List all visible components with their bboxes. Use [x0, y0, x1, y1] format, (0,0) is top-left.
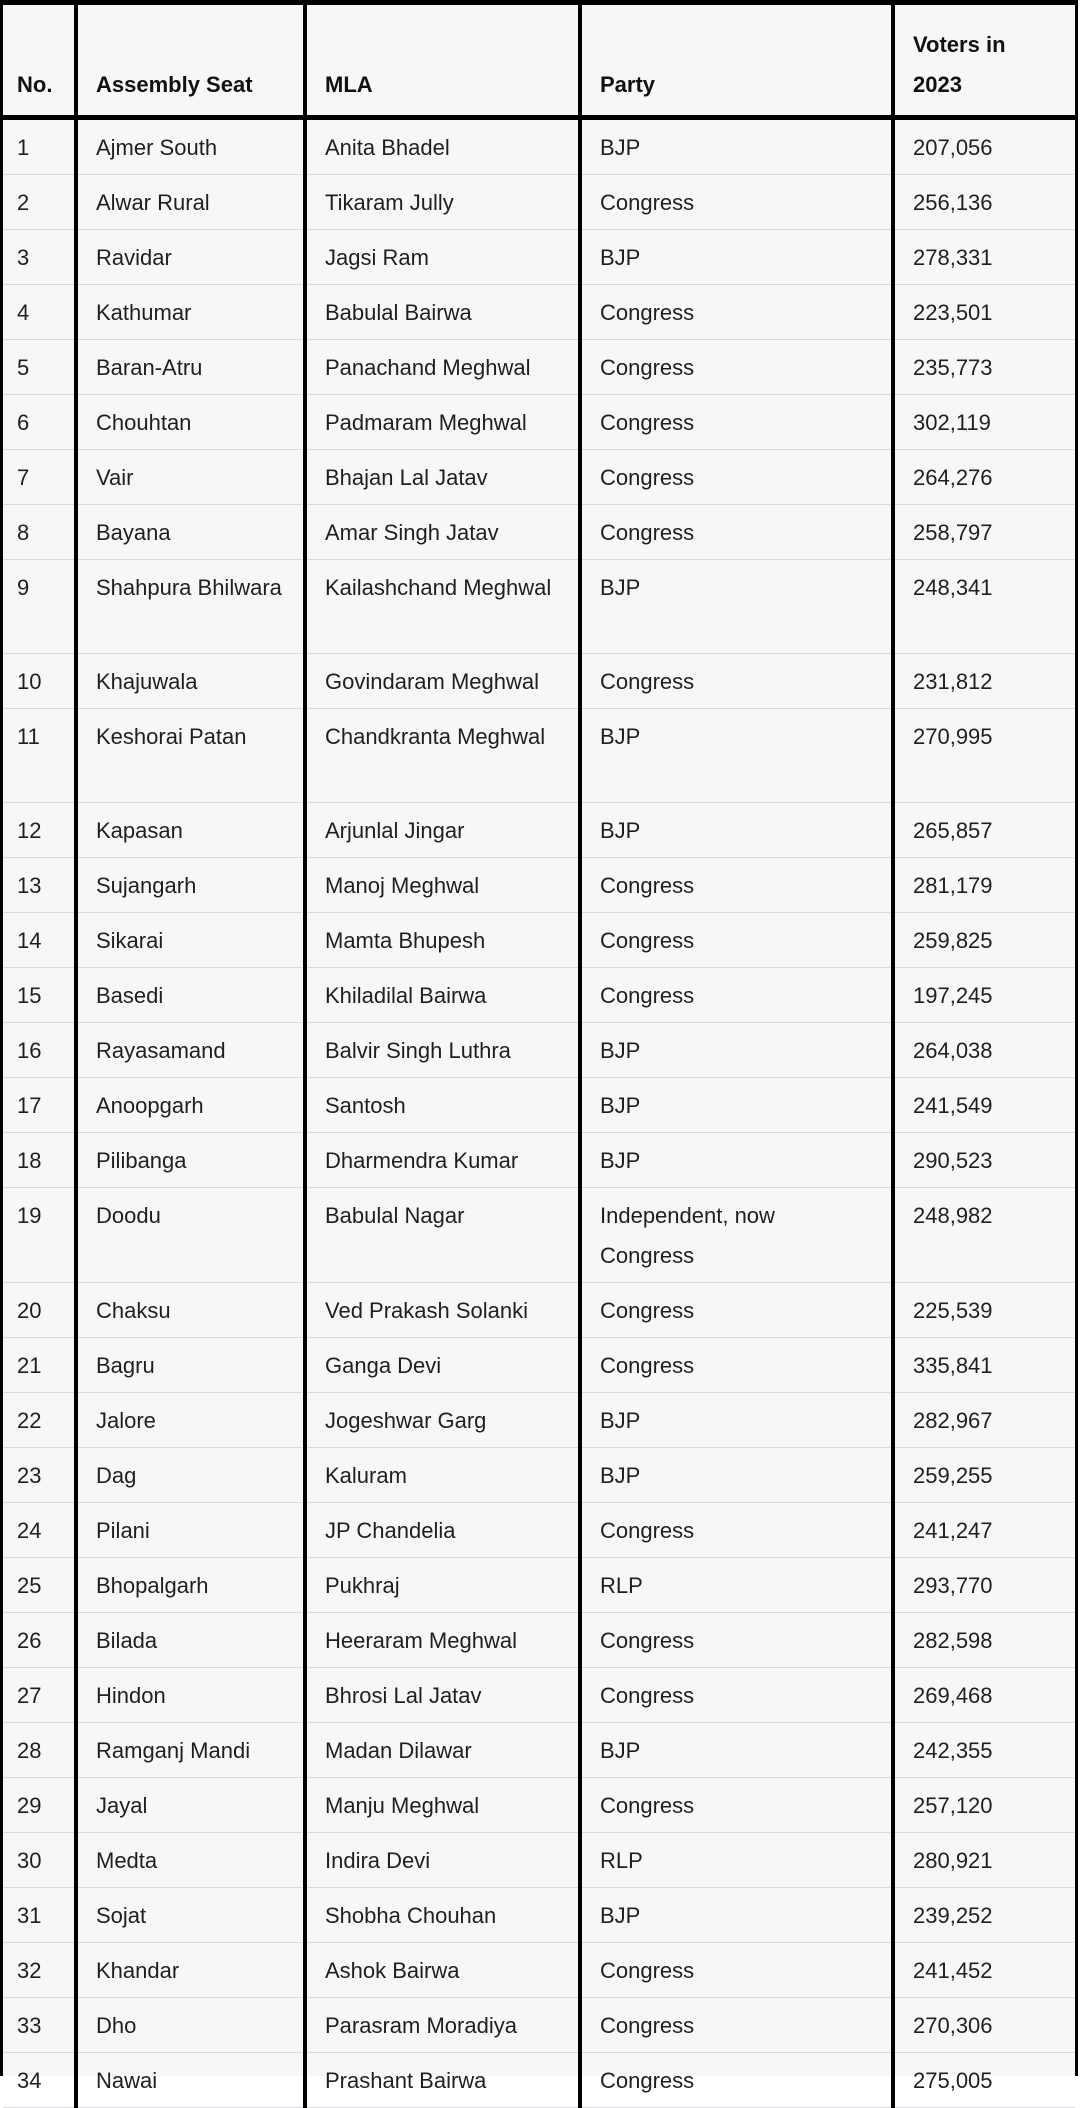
cell-party: Congress	[580, 395, 893, 450]
cell-no: 11	[3, 709, 76, 803]
cell-voters: 235,773	[893, 340, 1075, 395]
cell-mla: Babulal Bairwa	[305, 285, 580, 340]
cell-assembly-seat: Chaksu	[76, 1283, 305, 1338]
cell-voters: 248,982	[893, 1188, 1075, 1283]
cell-no: 10	[3, 654, 76, 709]
table-row	[3, 1833, 1075, 1888]
cell-voters: 239,252	[893, 1888, 1075, 1943]
table-row	[3, 1668, 1075, 1723]
cell-mla: Manju Meghwal	[305, 1778, 580, 1833]
cell-voters: 264,038	[893, 1023, 1075, 1078]
cell-mla: Ved Prakash Solanki	[305, 1283, 580, 1338]
cell-voters: 275,005	[893, 2053, 1075, 2108]
cell-mla: Manoj Meghwal	[305, 858, 580, 913]
cell-mla: Dharmendra Kumar	[305, 1133, 580, 1188]
table-row	[3, 1723, 1075, 1778]
cell-party: BJP	[580, 803, 893, 858]
cell-party: Congress	[580, 1503, 893, 1558]
cell-assembly-seat: Dho	[76, 1998, 305, 2053]
cell-no: 6	[3, 395, 76, 450]
cell-party: Congress	[580, 1668, 893, 1723]
cell-mla: Indira Devi	[305, 1833, 580, 1888]
table-row	[3, 560, 1075, 654]
table-row	[3, 803, 1075, 858]
cell-no: 34	[3, 2053, 76, 2108]
cell-no: 13	[3, 858, 76, 913]
cell-voters: 197,245	[893, 968, 1075, 1023]
table-header	[3, 5, 1075, 118]
table-row	[3, 285, 1075, 340]
cell-no: 2	[3, 175, 76, 230]
cell-mla: Shobha Chouhan	[305, 1888, 580, 1943]
header-mla: MLA	[305, 5, 580, 118]
cell-no: 4	[3, 285, 76, 340]
cell-assembly-seat: Chouhtan	[76, 395, 305, 450]
table-row	[3, 858, 1075, 913]
cell-voters: 259,825	[893, 913, 1075, 968]
cell-no: 1	[3, 118, 76, 175]
table-row	[3, 2053, 1075, 2108]
cell-party: Congress	[580, 968, 893, 1023]
cell-mla: Babulal Nagar	[305, 1188, 580, 1283]
cell-voters: 231,812	[893, 654, 1075, 709]
cell-voters: 258,797	[893, 505, 1075, 560]
cell-voters: 242,355	[893, 1723, 1075, 1778]
cell-assembly-seat: Shahpura Bhilwara	[76, 560, 305, 654]
cell-party: BJP	[580, 560, 893, 654]
table-row	[3, 450, 1075, 505]
cell-party: Congress	[580, 1778, 893, 1833]
cell-assembly-seat: Medta	[76, 1833, 305, 1888]
cell-no: 23	[3, 1448, 76, 1503]
cell-party: Congress	[580, 1943, 893, 1998]
table-row	[3, 230, 1075, 285]
cell-no: 25	[3, 1558, 76, 1613]
table-row	[3, 175, 1075, 230]
cell-voters: 282,598	[893, 1613, 1075, 1668]
cell-no: 33	[3, 1998, 76, 2053]
cell-party: Congress	[580, 175, 893, 230]
cell-voters: 225,539	[893, 1283, 1075, 1338]
table-row	[3, 1503, 1075, 1558]
cell-party: BJP	[580, 230, 893, 285]
cell-party: Congress	[580, 450, 893, 505]
cell-no: 9	[3, 560, 76, 654]
cell-assembly-seat: Pilibanga	[76, 1133, 305, 1188]
cell-voters: 269,468	[893, 1668, 1075, 1723]
cell-party: Congress	[580, 1998, 893, 2053]
cell-party: Congress	[580, 913, 893, 968]
cell-no: 15	[3, 968, 76, 1023]
cell-voters: 241,549	[893, 1078, 1075, 1133]
cell-party: BJP	[580, 1078, 893, 1133]
header-no: No.	[3, 5, 76, 118]
cell-party: BJP	[580, 1723, 893, 1778]
cell-assembly-seat: Khajuwala	[76, 654, 305, 709]
cell-voters: 335,841	[893, 1338, 1075, 1393]
cell-assembly-seat: Kathumar	[76, 285, 305, 340]
cell-party: Congress	[580, 1283, 893, 1338]
cell-mla: Mamta Bhupesh	[305, 913, 580, 968]
cell-no: 12	[3, 803, 76, 858]
cell-mla: Parasram Moradiya	[305, 1998, 580, 2053]
cell-mla: Govindaram Meghwal	[305, 654, 580, 709]
cell-mla: Prashant Bairwa	[305, 2053, 580, 2108]
cell-party: BJP	[580, 1888, 893, 1943]
cell-voters: 270,306	[893, 1998, 1075, 2053]
cell-assembly-seat: Sojat	[76, 1888, 305, 1943]
cell-mla: Balvir Singh Luthra	[305, 1023, 580, 1078]
cell-mla: Kaluram	[305, 1448, 580, 1503]
cell-no: 27	[3, 1668, 76, 1723]
cell-party: BJP	[580, 1393, 893, 1448]
cell-mla: Pukhraj	[305, 1558, 580, 1613]
table-row	[3, 1078, 1075, 1133]
cell-assembly-seat: Alwar Rural	[76, 175, 305, 230]
cell-mla: Khiladilal Bairwa	[305, 968, 580, 1023]
cell-assembly-seat: Basedi	[76, 968, 305, 1023]
table-row	[3, 1338, 1075, 1393]
table-row	[3, 1133, 1075, 1188]
cell-voters: 259,255	[893, 1448, 1075, 1503]
cell-voters: 241,247	[893, 1503, 1075, 1558]
table-row	[3, 1998, 1075, 2053]
table-row	[3, 709, 1075, 803]
cell-assembly-seat: Jalore	[76, 1393, 305, 1448]
cell-voters: 281,179	[893, 858, 1075, 913]
cell-party: BJP	[580, 1133, 893, 1188]
table-row	[3, 968, 1075, 1023]
cell-no: 5	[3, 340, 76, 395]
cell-assembly-seat: Bhopalgarh	[76, 1558, 305, 1613]
cell-mla: Madan Dilawar	[305, 1723, 580, 1778]
cell-voters: 241,452	[893, 1943, 1075, 1998]
cell-party: Congress	[580, 340, 893, 395]
cell-no: 32	[3, 1943, 76, 1998]
cell-assembly-seat: Nawai	[76, 2053, 305, 2108]
cell-party: Congress	[580, 654, 893, 709]
cell-no: 20	[3, 1283, 76, 1338]
cell-no: 8	[3, 505, 76, 560]
cell-party: BJP	[580, 118, 893, 175]
cell-no: 31	[3, 1888, 76, 1943]
table-body	[3, 118, 1075, 2108]
cell-party: RLP	[580, 1833, 893, 1888]
cell-voters: 223,501	[893, 285, 1075, 340]
cell-mla: Arjunlal Jingar	[305, 803, 580, 858]
header-voters: Voters in 2023	[893, 5, 1075, 118]
cell-voters: 282,967	[893, 1393, 1075, 1448]
cell-party: Congress	[580, 1613, 893, 1668]
cell-party: BJP	[580, 1023, 893, 1078]
table-row	[3, 395, 1075, 450]
table-row	[3, 1393, 1075, 1448]
cell-voters: 264,276	[893, 450, 1075, 505]
table-row	[3, 1448, 1075, 1503]
cell-no: 22	[3, 1393, 76, 1448]
cell-mla: JP Chandelia	[305, 1503, 580, 1558]
cell-party: Congress	[580, 1338, 893, 1393]
cell-mla: Panachand Meghwal	[305, 340, 580, 395]
table-row	[3, 505, 1075, 560]
cell-no: 28	[3, 1723, 76, 1778]
cell-mla: Santosh	[305, 1078, 580, 1133]
cell-no: 16	[3, 1023, 76, 1078]
cell-voters: 207,056	[893, 118, 1075, 175]
cell-assembly-seat: Rayasamand	[76, 1023, 305, 1078]
cell-assembly-seat: Vair	[76, 450, 305, 505]
table-row	[3, 1613, 1075, 1668]
cell-no: 17	[3, 1078, 76, 1133]
cell-party: BJP	[580, 1448, 893, 1503]
cell-assembly-seat: Dag	[76, 1448, 305, 1503]
cell-party: Congress	[580, 285, 893, 340]
cell-voters: 248,341	[893, 560, 1075, 654]
cell-no: 26	[3, 1613, 76, 1668]
cell-mla: Ganga Devi	[305, 1338, 580, 1393]
cell-assembly-seat: Doodu	[76, 1188, 305, 1283]
cell-mla: Jogeshwar Garg	[305, 1393, 580, 1448]
cell-mla: Jagsi Ram	[305, 230, 580, 285]
cell-assembly-seat: Anoopgarh	[76, 1078, 305, 1133]
cell-mla: Heeraram Meghwal	[305, 1613, 580, 1668]
cell-party: Congress	[580, 505, 893, 560]
cell-mla: Anita Bhadel	[305, 118, 580, 175]
cell-assembly-seat: Jayal	[76, 1778, 305, 1833]
table-row	[3, 118, 1075, 175]
cell-mla: Bhrosi Lal Jatav	[305, 1668, 580, 1723]
cell-assembly-seat: Bayana	[76, 505, 305, 560]
cell-assembly-seat: Baran-Atru	[76, 340, 305, 395]
cell-assembly-seat: Bilada	[76, 1613, 305, 1668]
cell-party: RLP	[580, 1558, 893, 1613]
cell-mla: Padmaram Meghwal	[305, 395, 580, 450]
cell-voters: 257,120	[893, 1778, 1075, 1833]
cell-no: 30	[3, 1833, 76, 1888]
cell-no: 29	[3, 1778, 76, 1833]
table-row	[3, 654, 1075, 709]
cell-voters: 302,119	[893, 395, 1075, 450]
cell-no: 18	[3, 1133, 76, 1188]
cell-no: 21	[3, 1338, 76, 1393]
cell-party: Independent, now Congress	[580, 1188, 893, 1283]
cell-mla: Tikaram Jully	[305, 175, 580, 230]
cell-mla: Amar Singh Jatav	[305, 505, 580, 560]
cell-assembly-seat: Ramganj Mandi	[76, 1723, 305, 1778]
cell-assembly-seat: Ravidar	[76, 230, 305, 285]
cell-assembly-seat: Sujangarh	[76, 858, 305, 913]
cell-no: 19	[3, 1188, 76, 1283]
cell-voters: 265,857	[893, 803, 1075, 858]
cell-no: 7	[3, 450, 76, 505]
table-row	[3, 1023, 1075, 1078]
header-row	[3, 5, 1075, 118]
cell-party: BJP	[580, 709, 893, 803]
cell-assembly-seat: Pilani	[76, 1503, 305, 1558]
cell-no: 24	[3, 1503, 76, 1558]
cell-assembly-seat: Keshorai Patan	[76, 709, 305, 803]
table-row	[3, 1558, 1075, 1613]
header-party: Party	[580, 5, 893, 118]
cell-assembly-seat: Ajmer South	[76, 118, 305, 175]
cell-assembly-seat: Sikarai	[76, 913, 305, 968]
cell-voters: 270,995	[893, 709, 1075, 803]
cell-assembly-seat: Bagru	[76, 1338, 305, 1393]
cell-voters: 280,921	[893, 1833, 1075, 1888]
cell-assembly-seat: Hindon	[76, 1668, 305, 1723]
table-row	[3, 913, 1075, 968]
cell-party: Congress	[580, 2053, 893, 2108]
table-row	[3, 1283, 1075, 1338]
table-row	[3, 340, 1075, 395]
cell-mla: Ashok Bairwa	[305, 1943, 580, 1998]
assembly-seats-table	[3, 5, 1075, 2108]
cell-assembly-seat: Khandar	[76, 1943, 305, 1998]
table-row	[3, 1943, 1075, 1998]
cell-mla: Bhajan Lal Jatav	[305, 450, 580, 505]
cell-no: 3	[3, 230, 76, 285]
cell-voters: 278,331	[893, 230, 1075, 285]
cell-no: 14	[3, 913, 76, 968]
cell-assembly-seat: Kapasan	[76, 803, 305, 858]
table-row	[3, 1778, 1075, 1833]
table-row	[3, 1188, 1075, 1283]
table-row	[3, 1888, 1075, 1943]
cell-voters: 293,770	[893, 1558, 1075, 1613]
cell-voters: 290,523	[893, 1133, 1075, 1188]
cell-mla: Chandkranta Meghwal	[305, 709, 580, 803]
cell-mla: Kailashchand Meghwal	[305, 560, 580, 654]
cell-voters: 256,136	[893, 175, 1075, 230]
cell-party: Congress	[580, 858, 893, 913]
header-assembly-seat: Assembly Seat	[76, 5, 305, 118]
